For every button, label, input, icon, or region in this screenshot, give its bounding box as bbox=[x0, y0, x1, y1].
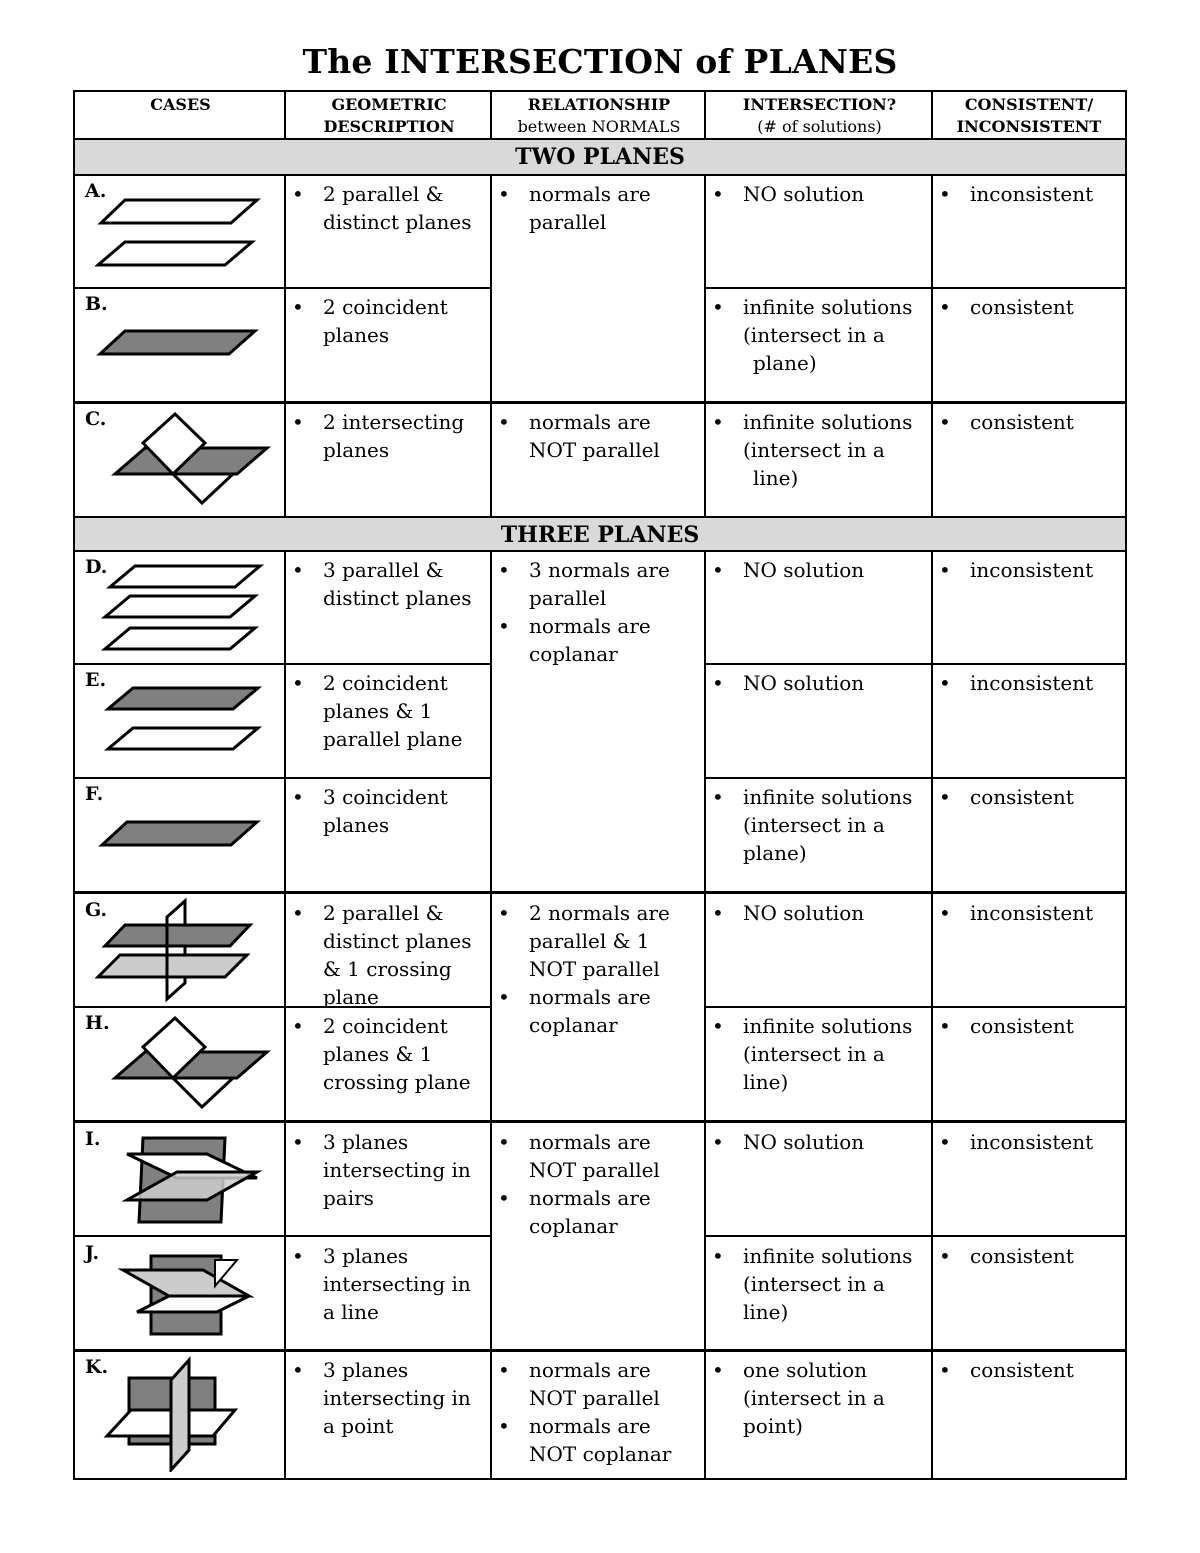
normals-gh: • 2 normals are parallel & 1 NOT parallel • normals are coplanar bbox=[492, 899, 704, 1039]
normals-def: • 3 normals are parallel • normals are coplanar bbox=[492, 556, 704, 668]
case-letter-f: F. bbox=[85, 783, 104, 805]
consistency-i: • inconsistent bbox=[933, 1128, 1123, 1156]
normals-ij: • normals are NOT parallel • normals are coplanar bbox=[492, 1128, 704, 1240]
geo-desc-a: • 2 parallel & distinct planes bbox=[286, 180, 490, 236]
diagram-coincident-and-crossing bbox=[105, 1014, 275, 1114]
header-cases: CASES bbox=[150, 95, 211, 114]
case-letter-h: H. bbox=[85, 1012, 110, 1034]
consistency-c: • consistent bbox=[933, 408, 1123, 436]
consistency-j: • consistent bbox=[933, 1242, 1123, 1270]
intersection-j: • infinite solutions (intersect in a line) bbox=[706, 1242, 931, 1326]
consistency-a: • inconsistent bbox=[933, 180, 1123, 208]
consistency-h: • consistent bbox=[933, 1012, 1123, 1040]
geo-desc-b: • 2 coincident planes bbox=[286, 293, 490, 349]
consistency-b: • consistent bbox=[933, 293, 1123, 321]
case-letter-b: B. bbox=[85, 293, 108, 315]
consistency-d: • inconsistent bbox=[933, 556, 1123, 584]
geo-desc-f: • 3 coincident planes bbox=[286, 783, 490, 839]
section-two-planes: TWO PLANES bbox=[75, 140, 1125, 174]
diagram-planes-intersecting-in-pairs bbox=[115, 1132, 265, 1228]
geo-desc-k: • 3 planes intersecting in a point bbox=[286, 1356, 490, 1440]
case-letter-a: A. bbox=[85, 180, 107, 202]
diagram-planes-intersecting-in-line bbox=[115, 1250, 265, 1342]
case-letter-e: E. bbox=[85, 669, 107, 691]
consistency-f: • consistent bbox=[933, 783, 1123, 811]
header-geometric: GEOMETRIC DESCRIPTION bbox=[323, 95, 455, 136]
intersection-a: • NO solution bbox=[706, 180, 931, 208]
diagram-three-coincident-planes bbox=[95, 814, 265, 854]
geo-desc-j: • 3 planes intersecting in a line bbox=[286, 1242, 490, 1326]
case-letter-g: G. bbox=[85, 899, 108, 921]
normals-ab: • normals are parallel bbox=[492, 180, 704, 236]
header-intersection: INTERSECTION? (# of solutions) bbox=[742, 95, 897, 136]
diagram-two-parallel-planes bbox=[95, 192, 265, 272]
intersection-g: • NO solution bbox=[706, 899, 931, 927]
diagram-three-parallel-planes bbox=[95, 560, 265, 656]
intersection-b: • infinite solutions (intersect in a plane) bbox=[706, 293, 931, 377]
intersection-d: • NO solution bbox=[706, 556, 931, 584]
intersection-c: • infinite solutions (intersect in a line) bbox=[706, 408, 931, 492]
intersection-f: • infinite solutions (intersect in a plane) bbox=[706, 783, 931, 867]
normals-k: • normals are NOT parallel • normals are NOT coplanar bbox=[492, 1356, 704, 1468]
page-title: The INTERSECTION of PLANES bbox=[302, 42, 898, 81]
intersection-i: • NO solution bbox=[706, 1128, 931, 1156]
intersection-h: • infinite solutions (intersect in a line) bbox=[706, 1012, 931, 1096]
consistency-g: • inconsistent bbox=[933, 899, 1123, 927]
consistency-e: • inconsistent bbox=[933, 669, 1123, 697]
diagram-two-parallel-one-crossing bbox=[95, 897, 265, 1005]
diagram-two-intersecting-planes bbox=[105, 410, 275, 510]
case-letter-i: I. bbox=[85, 1128, 101, 1150]
case-letter-k: K. bbox=[85, 1356, 109, 1378]
geo-desc-c: • 2 intersecting planes bbox=[286, 408, 490, 464]
header-relationship: RELATIONSHIP between NORMALS bbox=[517, 95, 681, 136]
case-letter-c: C. bbox=[85, 408, 107, 430]
geo-desc-e: • 2 coincident planes & 1 parallel plane bbox=[286, 669, 490, 753]
geo-desc-g: • 2 parallel & distinct planes & 1 crossing plane bbox=[286, 899, 490, 1011]
intersection-table bbox=[73, 90, 1127, 1480]
intersection-k: • one solution (intersect in a point) bbox=[706, 1356, 931, 1440]
geo-desc-h: • 2 coincident planes & 1 crossing plane bbox=[286, 1012, 490, 1096]
normals-c: • normals are NOT parallel bbox=[492, 408, 704, 464]
diagram-coincident-and-parallel-planes bbox=[95, 682, 265, 758]
geo-desc-i: • 3 planes intersecting in pairs bbox=[286, 1128, 490, 1212]
intersection-e: • NO solution bbox=[706, 669, 931, 697]
header-consistency: CONSISTENT/ INCONSISTENT bbox=[956, 95, 1102, 136]
case-letter-j: J. bbox=[85, 1242, 100, 1264]
diagram-planes-intersecting-in-point bbox=[103, 1356, 253, 1472]
consistency-k: • consistent bbox=[933, 1356, 1123, 1384]
case-letter-d: D. bbox=[85, 556, 108, 578]
diagram-coincident-planes bbox=[95, 322, 265, 362]
section-three-planes: THREE PLANES bbox=[75, 518, 1125, 552]
geo-desc-d: • 3 parallel & distinct planes bbox=[286, 556, 490, 612]
